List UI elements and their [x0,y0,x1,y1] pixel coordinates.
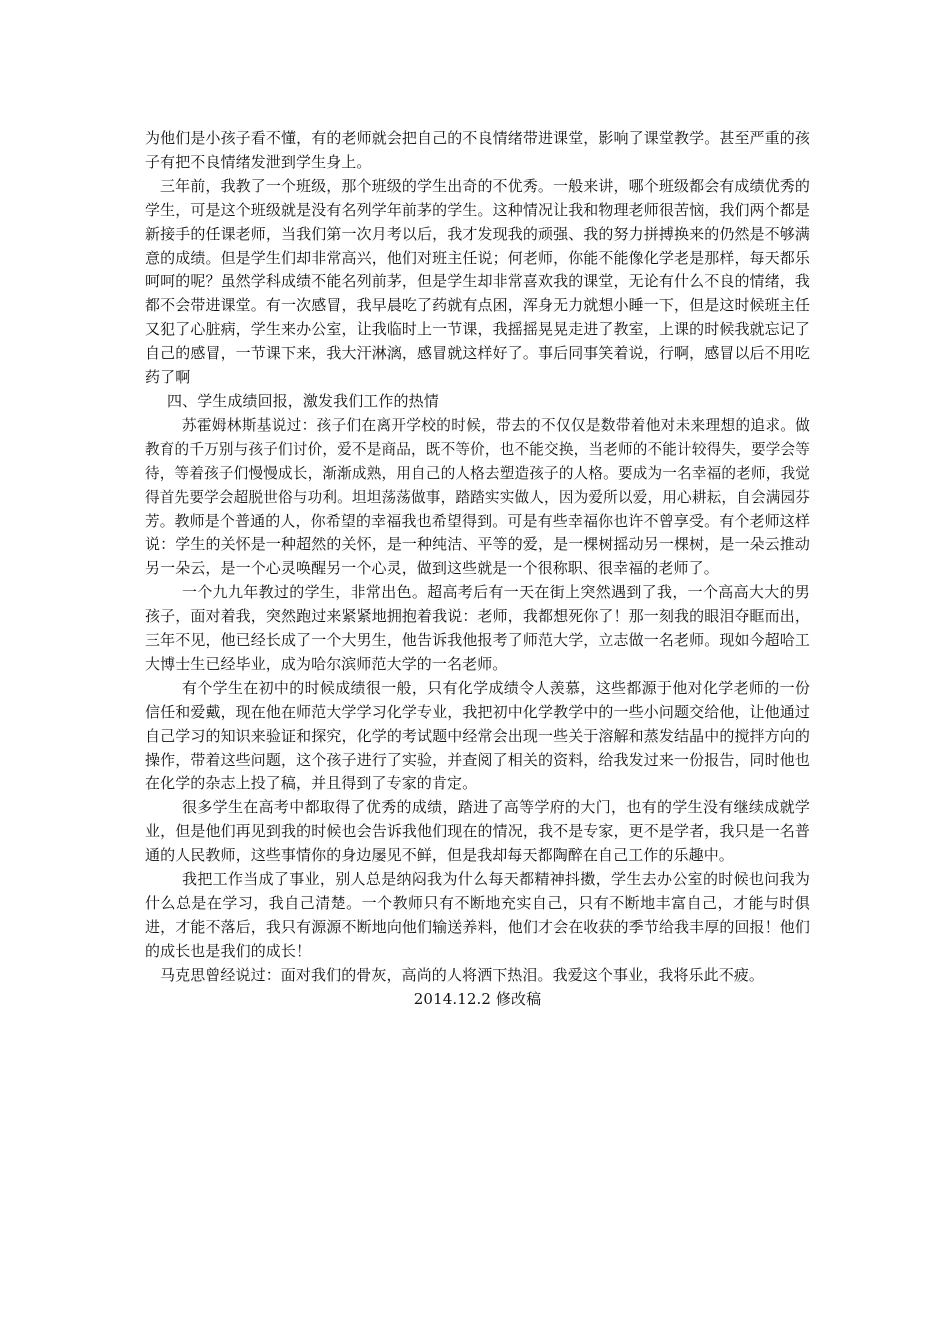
paragraph-three-years-ago: 三年前，我教了一个班级，那个班级的学生出奇的不优秀。一般来讲，哪个班级都会有成绩优秀的学生，可是这个班级就是没有名列学年前茅的学生。这种情况让我和物理老师很苦恼，我们两个都是新接手的任课老师，当我们第一次月考以后，我才发现我的顽强、我的努力拼搏换来的仍然是不够满意的成绩。但是学生们却非常高兴，他们对班主任说；何老师，你能不能像化学老是那样，每天都乐呵呵的呢？虽然学科成绩不能名列前茅，但是学生却非常喜欢我的课堂，无论有什么不良的情绪，我都不会带进课堂。有一次感冒，我早晨吃了药就有点困，浑身无力就想小睡一下，但是这时候班主任又犯了心脏病，学生来办公室，让我临时上一节课，我摇摇晃晃走进了教室，上课的时候我就忘记了自己的感冒，一节课下来，我大汗淋漓，感冒就这样好了。事后同事笑着说，行啊，感冒以后不用吃药了啊 [145,176,810,387]
paragraph-student-1999: 一个九九年教过的学生，非常出色。超高考后有一天在街上突然遇到了我，一个高高大大的男孩子，面对着我，突然跑过来紧紧地拥抱着我说：老师，我都想死你了！那一刻我的眼泪夺眶而出，三年不见，他已经长成了一个大男生，他告诉我他报考了师范大学，立志做一名老师。现如今超哈工大博士生已经毕业，成为哈尔滨师范大学的一名老师。 [145,583,810,673]
paragraph-work-as-career: 我把工作当成了事业，别人总是纳闷我为什么每天都精神抖擞，学生去办公室的时候也问我为什么总是在学习，我自己清楚。一个教师只有不断地充实自己，只有不断地丰富自己，才能与时俱进，才能不落后，我只有源源不断地向他们输送养料，他们才会在收获的季节给我丰厚的回报！他们的成长也是我们的成长！ [145,870,810,960]
revision-date-note: 2014.12.2 修改稿 [413,989,542,1008]
paragraph-marx-quote: 马克思曾经说过：面对我们的骨灰，高尚的人将洒下热泪。我爱这个事业，我将乐此不疲。 [160,965,765,984]
quote-serif-text: 教师是个普通的人，你希望的幸福我也希望得到。可是有些幸福你也许不曾享受。有个老师这样说：学生的关怀是一种超然的关怀，是一种纯洁、平等的爱，是一棵树摇动另一棵树，是一朵云推动另一朵云，是一个心灵唤醒另一个心灵，做到这些就是一个很称职、很幸福的老师了。 [145,511,810,578]
paragraph-sukhomlinsky-quote [145,414,810,581]
paragraph-intro-continued: 为他们是小孩子看不懂，有的老师就会把自己的不良情绪带进课堂，影响了课堂教学。甚至严重的孩子有把不良情绪发泄到学生身上。 [145,129,810,171]
quote-sans-text: 苏霍姆林斯基说过：孩子们在离开学校的时候，带去的不仅仅是数带着他对未来理想的追求。做教育的千万别与孩子们讨价，爱不是商品，既不等价，也不能交换，当老师的不能计较得失，要学会等待，等着孩子们慢慢成长，渐渐成熟，用自己的人格去塑造孩子的人格。要成为一名幸福的老师，我觉得首先要学会超脱世俗与功利。坦坦荡荡做事，踏踏实实做人，因为爱所以爱，用心耕耘，自会满园芬芳。 [145,416,810,530]
paragraph-many-students: 很多学生在高考中都取得了优秀的成绩，踏进了高等学府的大门，也有的学生没有继续成就学业，但是他们再见到我的时候也会告诉我他们现在的情况，我不是专家，更不是学者，我只是一名普通的人民教师，这些事情你的身边屡见不鲜，但是我却每天都陶醉在自己工作的乐趣中。 [145,798,810,865]
section-heading-four: 四、学生成绩回报，激发我们工作的热情 [167,391,439,410]
document-page [145,127,810,1012]
paragraph-chemistry-student: 有个学生在初中的时候成绩很一般，只有化学成绩令人羡慕，这些都源于他对化学老师的一份信任和爱戴，现在他在师范大学学习化学专业，我把初中化学教学中的一些小问题交给他，让他通过自己学习的知识来验证和探究，化学的考试题中经常会出现一些关于溶解和蒸发结晶中的搅拌方向的操作，带着这些问题，这个孩子进行了实验，并查阅了相关的资料，给我发过来一份报告，同时他也在化学的杂志上投了稿，并且得到了专家的肯定。 [145,678,810,793]
